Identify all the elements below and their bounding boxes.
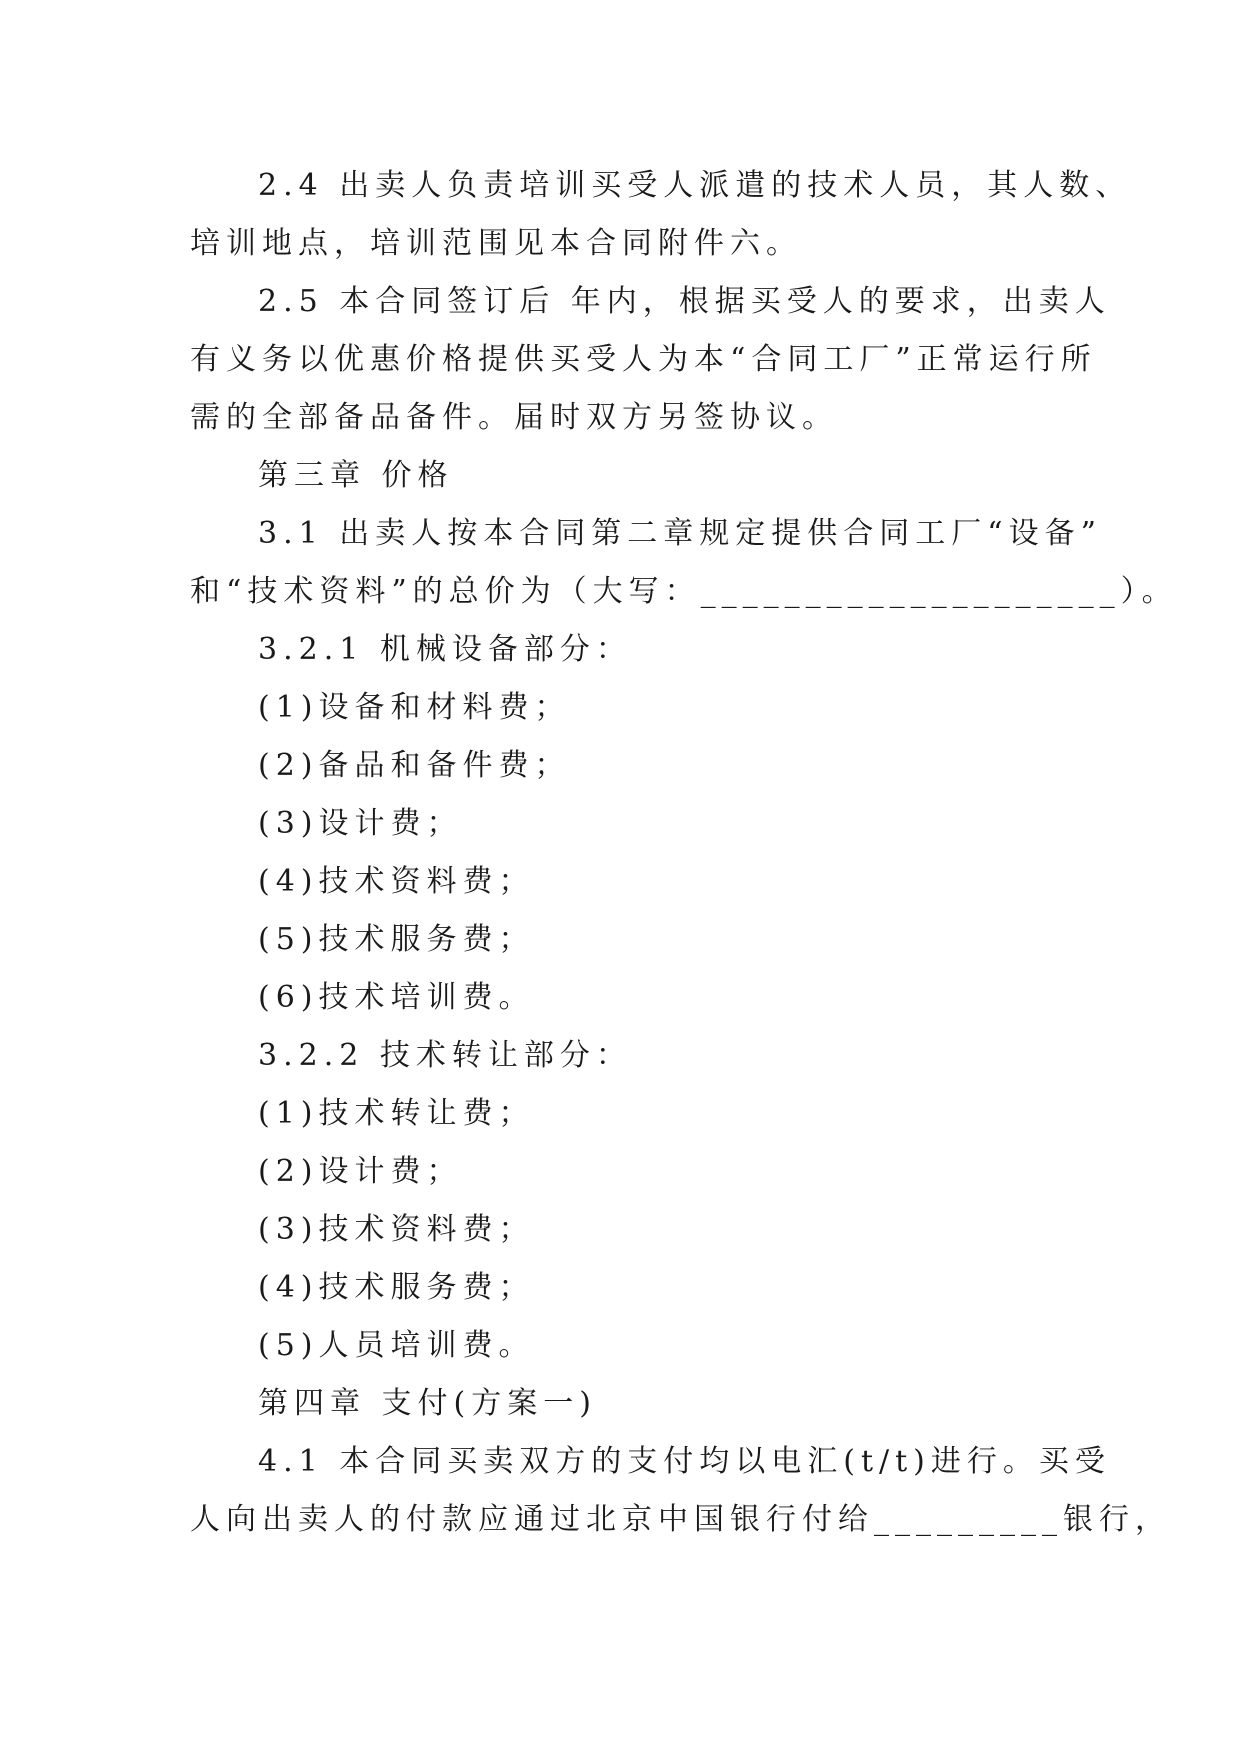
clause-2-5-line-3: 需的全部备品备件。届时双方另签协议。 [190, 400, 838, 435]
list-item: (1)技术转让费； [258, 1096, 535, 1131]
clause-3-1-line-2: 和“技术资料”的总价为（大写：____________________）。 [190, 574, 1178, 609]
clause-4-1-line-2: 人向出卖人的付款应通过北京中国银行付给_________银行， [190, 1502, 1171, 1537]
list-item: (5)技术服务费； [258, 922, 535, 957]
clause-4-1-line-1: 4.1 本合同买卖双方的支付均以电汇(t/t)进行。买受 [258, 1444, 1111, 1479]
clause-2-5-line-2: 有义务以优惠价格提供买受人为本“合同工厂”正常运行所 [190, 342, 1097, 377]
clause-2-5-line-1: 2.5 本合同签订后 年内，根据买受人的要求，出卖人 [258, 284, 1111, 319]
clause-3-2-1-heading: 3.2.1 机械设备部分： [258, 632, 632, 667]
list-item: (5)人员培训费。 [258, 1328, 535, 1363]
list-item: (2)设计费； [258, 1154, 463, 1189]
list-item: (3)技术资料费； [258, 1212, 535, 1247]
list-item: (1)设备和材料费； [258, 690, 571, 725]
list-item: (4)技术资料费； [258, 864, 535, 899]
chapter-4-heading: 第四章 支付(方案一) [258, 1386, 597, 1421]
list-item: (3)设计费； [258, 806, 463, 841]
clause-3-2-2-heading: 3.2.2 技术转让部分： [258, 1038, 632, 1073]
clause-2-4-line-2: 培训地点，培训范围见本合同附件六。 [190, 226, 802, 261]
clause-3-1-line-1: 3.1 出卖人按本合同第二章规定提供合同工厂“设备” [258, 516, 1102, 551]
clause-2-4-line-1: 2.4 出卖人负责培训买受人派遣的技术人员，其人数、 [258, 168, 1132, 203]
chapter-3-heading: 第三章 价格 [258, 458, 454, 493]
list-item: (4)技术服务费； [258, 1270, 535, 1305]
list-item: (2)备品和备件费； [258, 748, 571, 783]
list-item: (6)技术培训费。 [258, 980, 535, 1015]
